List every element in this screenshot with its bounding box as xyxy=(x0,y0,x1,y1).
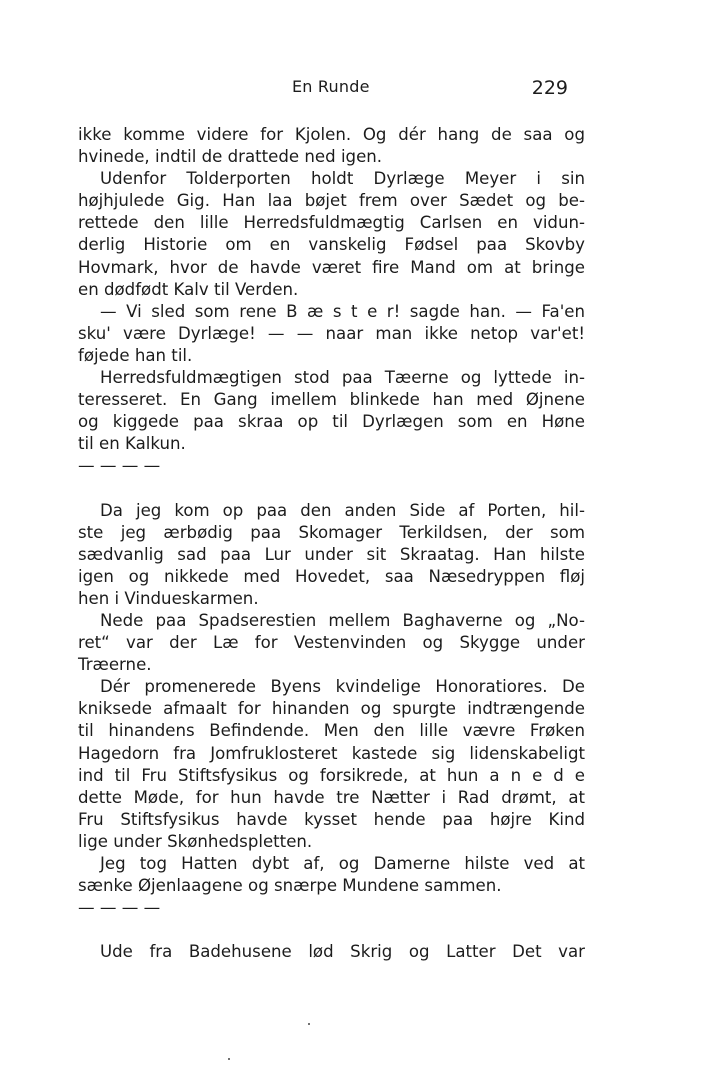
text-line: Dér promenerede Byens kvindelige Honoratiores. De xyxy=(100,677,585,697)
scan-speck xyxy=(228,1058,230,1060)
text-line: Nede paa Spadserestien mellem Baghaverne og „No- xyxy=(100,610,585,630)
text-line: Hagedorn fra Jomfruklosteret kastede sig lidenskabeligt xyxy=(78,743,585,763)
running-header xyxy=(78,77,568,103)
text-line: hvinede, indtil de drattede ned igen. xyxy=(78,147,383,167)
text-line: ste jeg ærbødig paa Skomager Terkildsen, der som xyxy=(78,522,585,542)
text-line: ret“ var der Læ for Vestenvinden og Skygge under xyxy=(78,633,585,653)
text-line: Fru Stiftsfysikus havde kysset hende paa højre Kind xyxy=(78,809,585,829)
section-gap xyxy=(78,478,585,500)
text-line: sku' være Dyrlæge! — — naar man ikke netop var'et! xyxy=(78,323,585,343)
text-line: højhjulede Gig. Han laa bøjet frem over Sædet og be- xyxy=(78,191,585,211)
text-line: til hinandens Befindende. Men den lille vævre Frøken xyxy=(78,721,585,741)
page-number: 229 xyxy=(531,77,568,99)
text-line: Hovmark, hvor de havde været fire Mand om at bringe xyxy=(78,257,585,277)
text-line: dette Møde, for hun havde tre Nætter i Rad drømt, at xyxy=(78,787,585,807)
text-line: Træerne. xyxy=(78,655,152,675)
text-line: hen i Vindueskarmen. xyxy=(78,588,259,608)
scan-speck xyxy=(308,1023,310,1025)
text-line: — Vi sled som rene B æ s t e r! sagde han. — Fa'en xyxy=(100,301,585,321)
text-line: teresseret. En Gang imellem blinkede han med Øjnene xyxy=(78,390,585,410)
text-line: sædvanlig sad paa Lur under sit Skraatag. Han hilste xyxy=(78,544,585,564)
text-line: Da jeg kom op paa den anden Side af Porten, hil- xyxy=(100,500,585,520)
text-line: derlig Historie om en vanskelig Fødsel paa Skovby xyxy=(78,235,585,255)
body-text xyxy=(78,124,585,963)
text-line: føjede han til. xyxy=(78,345,193,365)
text-line: kniksede afmaalt for hinanden og spurgte indtrængende xyxy=(78,699,585,719)
text-line: en dødfødt Kalv til Verden. xyxy=(78,279,299,299)
text-line: igen og nikkede med Hovedet, saa Næsedryppen fløj xyxy=(78,566,585,586)
section-separator: — — — — xyxy=(78,456,161,476)
text-line: til en Kalkun. xyxy=(78,434,186,454)
text-line: Jeg tog Hatten dybt af, og Damerne hilste ved at xyxy=(100,854,585,873)
text-line: Herredsfuldmægtigen stod paa Tæerne og lyttede in- xyxy=(100,368,585,388)
running-title: En Runde xyxy=(292,77,370,96)
text-line: Ude fra Badehusene lød Skrig og Latter Det var xyxy=(100,942,585,962)
section-gap xyxy=(78,919,585,941)
text-line: lige under Skønhedspletten. xyxy=(78,831,313,851)
text-line: rettede den lille Herredsfuldmægtig Carlsen en vidun- xyxy=(78,213,585,233)
text-line: ind til Fru Stiftsfysikus og forsikrede, at hun a n e d e xyxy=(78,765,585,785)
section-separator: — — — — xyxy=(78,898,161,918)
text-line: Udenfor Tolderporten holdt Dyrlæge Meyer i sin xyxy=(100,169,585,189)
text-line: ikke komme videre for Kjolen. Og dér hang de saa og xyxy=(78,125,585,144)
text-line: og kiggede paa skraa op til Dyrlægen som en Høne xyxy=(78,412,585,432)
text-line: sænke Øjenlaagene og snærpe Mundene sammen. xyxy=(78,876,502,896)
